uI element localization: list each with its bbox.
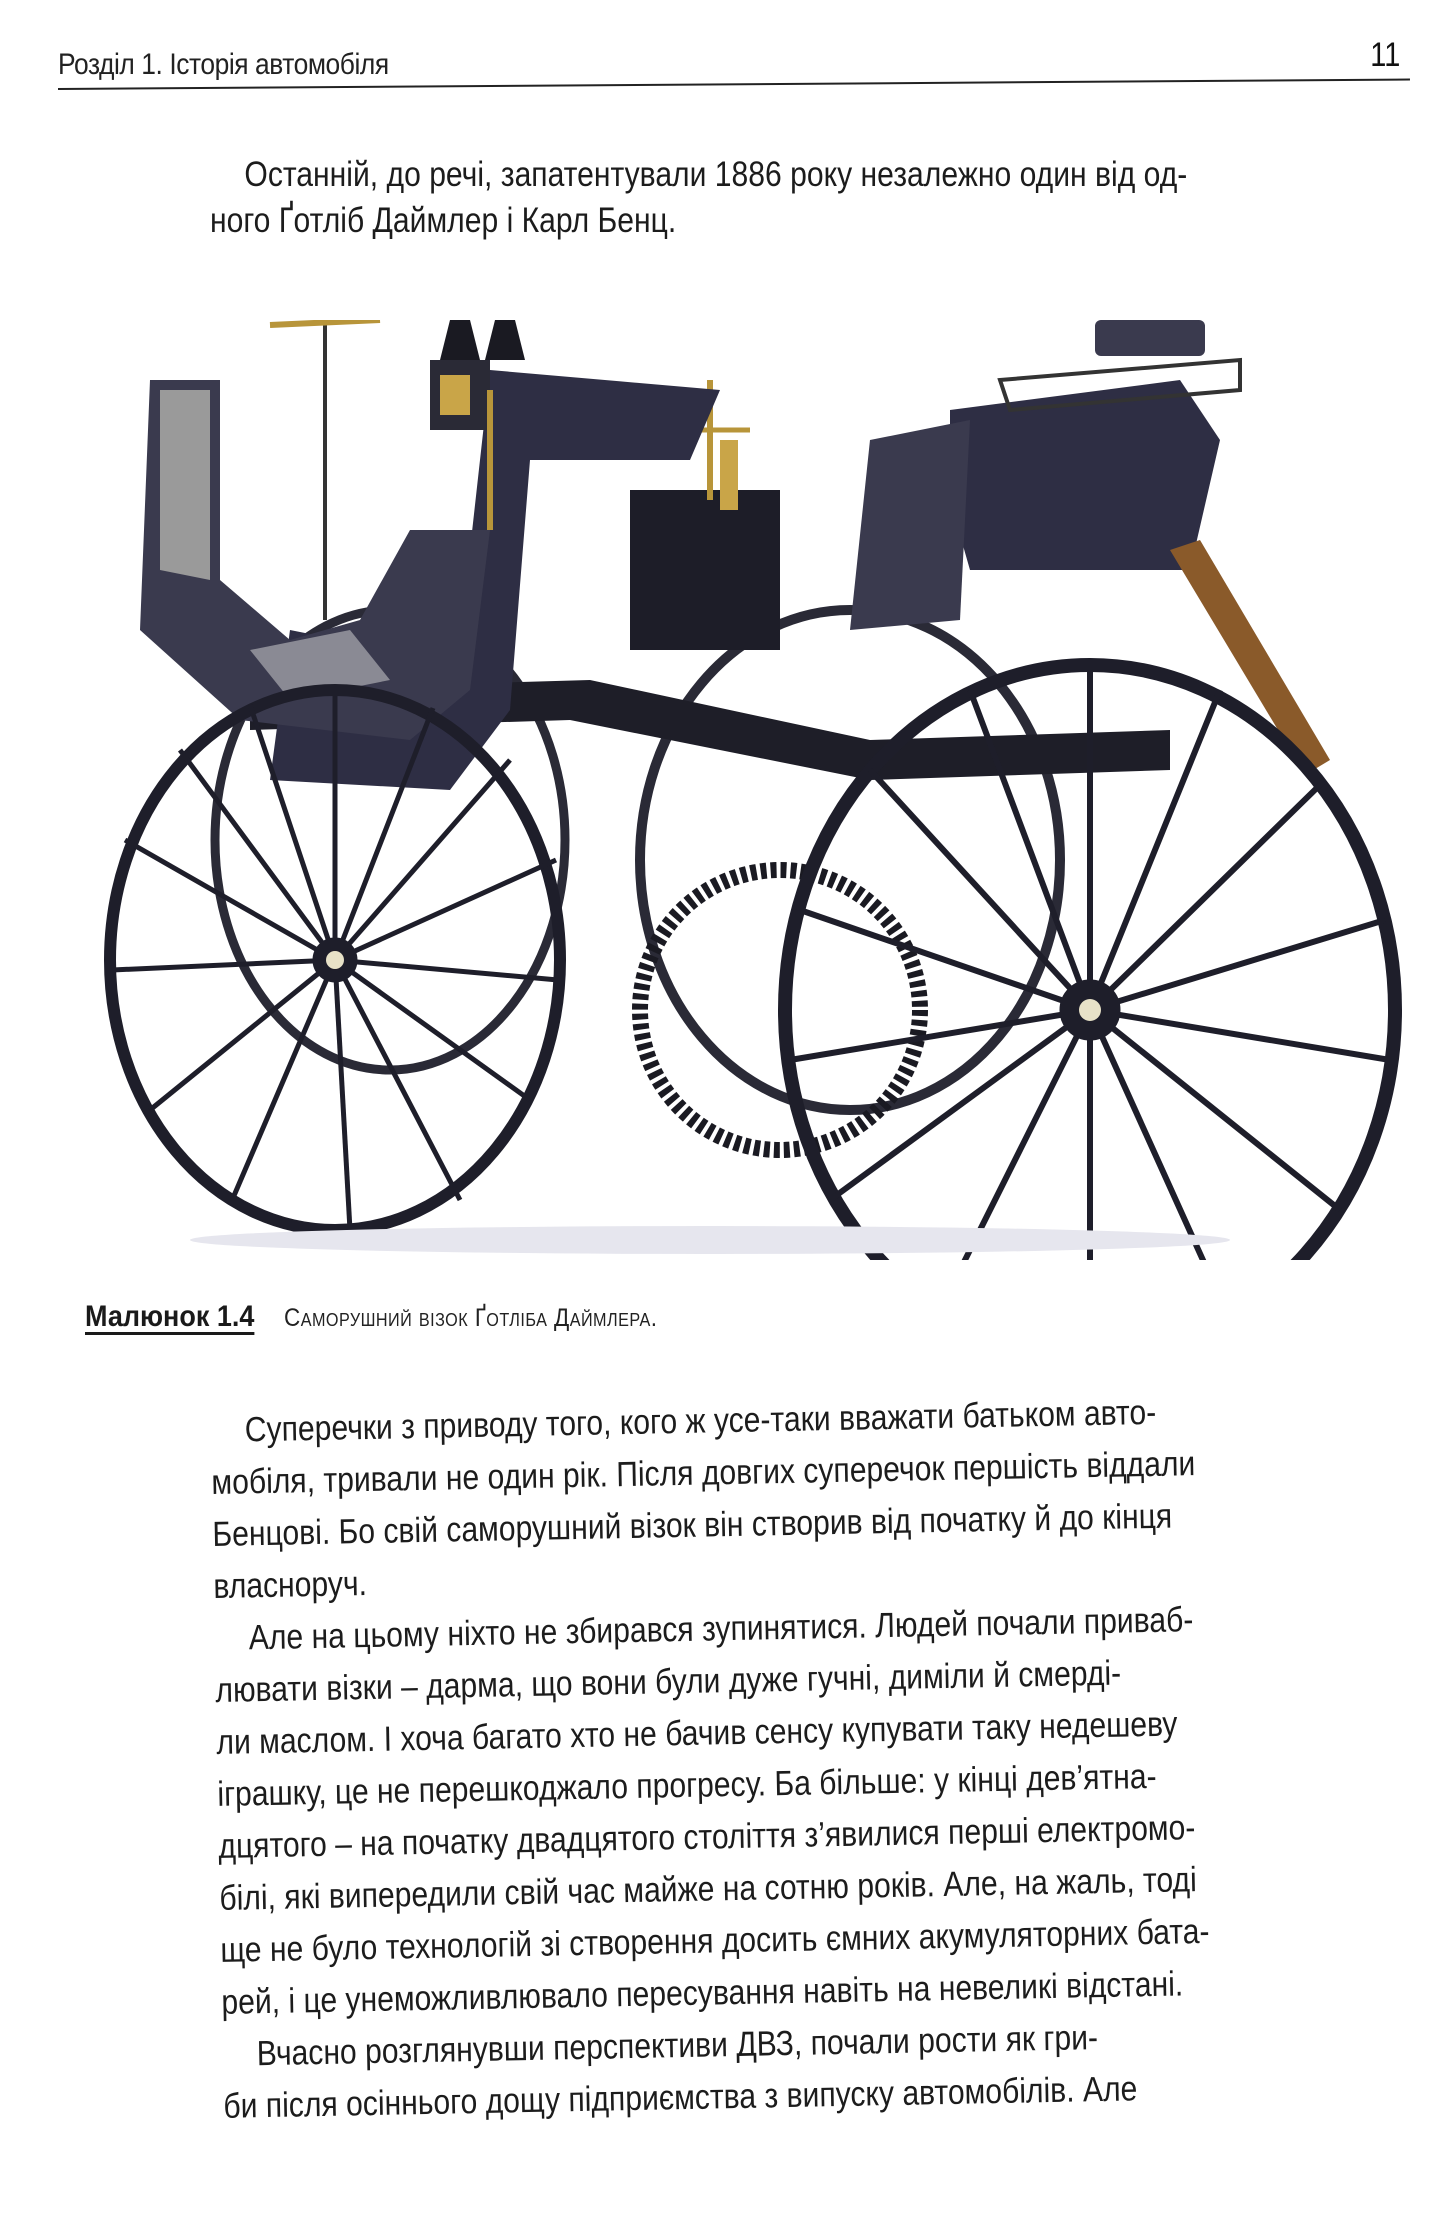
text-line: Суперечки з приводу того, кого ж усе-таки вважати батьком авто-	[244, 1392, 1157, 1450]
running-head	[58, 36, 1410, 92]
carriage-illustration	[90, 320, 1410, 1260]
rear-wheel	[785, 665, 1395, 1260]
text-line: мобіля, тривали не один рік. Після довгих суперечок першість віддали	[211, 1444, 1196, 1502]
text-line: власноруч.	[213, 1564, 368, 1606]
text-line: Останній, до речі, запатентували 1886 року незалежно один від од-	[244, 155, 1188, 194]
text-line: ного Ґотліб Даймлер і Карл Бенц.	[210, 201, 677, 240]
chapter-title: Розділ 1. Історія автомобіля	[58, 48, 389, 81]
text-line: лювати візки – дарма, що вони були дуже гучні, диміли й смерді-	[215, 1653, 1122, 1710]
text-line: ли маслом. І хоча багато хто не бачив сенсу купувати таку недешеву	[216, 1704, 1178, 1762]
text-line: Але на цьому ніхто не збирався зупинятися. Людей почали приваб-	[248, 1600, 1194, 1658]
intro-paragraph	[210, 152, 1410, 244]
body-paragraphs	[210, 1385, 1424, 2136]
text-line: ще не було технологій зі створення досить ємних акумуляторних бата-	[220, 1911, 1210, 1970]
text-line: Бенцові. Бо свій саморушний візок він створив від початку й до кінця	[212, 1496, 1173, 1554]
figure-number: Малюнок 1.4	[85, 1300, 255, 1333]
text-line: дцятого – на початку двадцятого століття з’явилися перші електромо-	[218, 1808, 1196, 1866]
text-line: білі, які випередили свій час майже на сотню років. Але, на жаль, тоді	[219, 1860, 1198, 1918]
page-number: 11	[1369, 36, 1400, 74]
figure-caption-text: Саморушний візок Ґотліба Даймлера.	[283, 1304, 658, 1332]
figure-daimler-carriage	[90, 320, 1410, 1260]
text-line: рей, і це унеможливлювало пересування навіть на невеликі відстані.	[221, 1964, 1184, 2022]
front-wheel	[110, 690, 560, 1230]
text-line: іграшку, це не перешкоджало прогресу. Ба більше: у кінці дев’ятна-	[217, 1756, 1157, 1814]
text-line: Вчасно розглянувши перспективи ДВЗ, почали рости як гри-	[256, 2018, 1099, 2074]
figure-caption	[85, 1300, 699, 1334]
text-line: би після осіннього дощу підприємства з випуску автомобілів. Але	[223, 2069, 1138, 2126]
